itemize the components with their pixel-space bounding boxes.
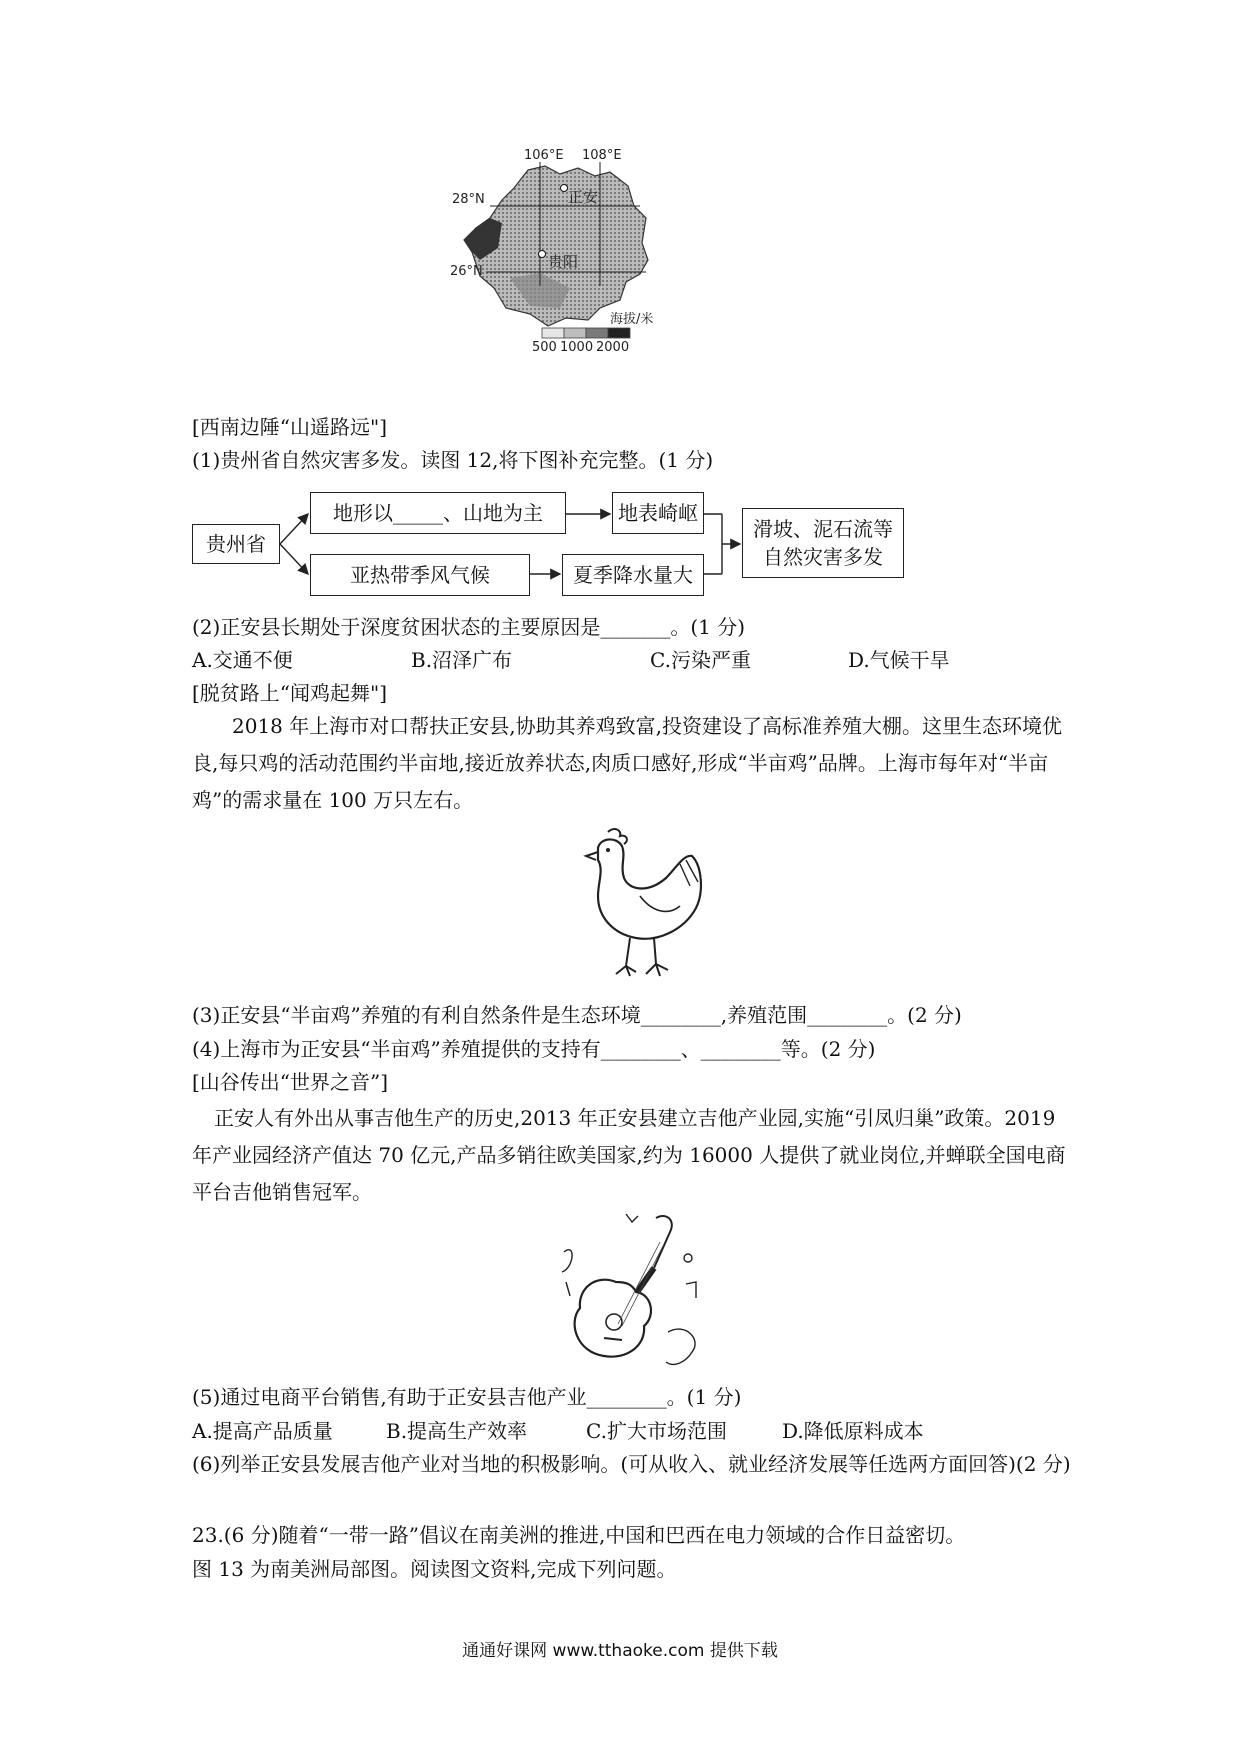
section-heading-2: [脱贫路上“闻鸡起舞"] (192, 681, 388, 705)
map-place-zhengan: 正安 (568, 188, 599, 206)
question-23-line-2: 图 13 为南美洲局部图。阅读图文资料,完成下列问题。 (192, 1557, 677, 1581)
q2-option-d: D.气候干旱 (848, 648, 950, 672)
q2-option-b: B.沼泽广布 (411, 648, 513, 672)
flow-result-line1: 滑坡、泥石流等 (753, 517, 893, 541)
chicken-drawing (580, 826, 710, 981)
flow-box-climate: 亚热带季风气候 (310, 554, 530, 596)
q5-option-b: B.提高生产效率 (386, 1419, 528, 1443)
q5-option-c: C.扩大市场范围 (586, 1419, 727, 1443)
map-lat-28: 28°N (452, 192, 485, 207)
question-4: (4)上海市为正安县“半亩鸡”养殖提供的支持有________、________等。(2 分) (192, 1037, 876, 1061)
chicken-illustration (580, 826, 710, 981)
section-heading-1: [西南边陲“山遥路远"] (192, 415, 388, 439)
guitar-illustration (556, 1212, 716, 1372)
map-legend-tick-2000: 2000 (596, 340, 630, 355)
guizhou-map (450, 148, 670, 358)
map-place-guiyang: 贵阳 (548, 253, 579, 271)
q5-option-a: A.提高产品质量 (192, 1419, 333, 1443)
map-lon-108: 108°E (582, 148, 622, 163)
map-legend-tick-500: 500 (532, 340, 557, 355)
question-2: (2)正安县长期处于深度贫困状态的主要原因是_______。(1 分) (192, 615, 746, 639)
question-5: (5)通过电商平台销售,有助于正安县吉他产业________。(1 分) (192, 1385, 742, 1409)
page-footer: 通通好课网 www.tthaoke.com 提供下载 (462, 1641, 778, 1661)
flow-box-guizhou: 贵州省 (192, 524, 280, 564)
flow-box-rain: 夏季降水量大 (562, 554, 704, 596)
question-23-line-1: 23.(6 分)随着“一带一路”倡议在南美洲的推进,中国和巴西在电力领域的合作日益密切。 (192, 1523, 966, 1547)
flow-box-terrain: 地形以_____、山地为主 (310, 492, 566, 534)
q2-option-a: A.交通不便 (192, 648, 293, 672)
flow-result-line2: 自然灾害多发 (763, 545, 883, 569)
section-heading-3: [山谷传出“世界之音”] (192, 1070, 389, 1094)
flow-box-rugged: 地表崎岖 (612, 492, 704, 534)
guitar-drawing (556, 1212, 716, 1372)
question-3: (3)正安县“半亩鸡”养殖的有利自然条件是生态环境________,养殖范围________。(2 分) (192, 1003, 962, 1027)
paragraph-guitar: 正安人有外出从事吉他生产的历史,2013 年正安县建立吉他产业园,实施“引凤归巢”政策。2019年产业园经济产值达 70 亿元,产品多销往欧美国家,约为 16000 人提供了就业岗位,并蝉联全国电商平台吉他销售冠军。 (192, 1106, 1066, 1204)
paragraph-chicken: 2018 年上海市对口帮扶正安县,协助其养鸡致富,投资建设了高标准养殖大棚。这里生态环境优良,每只鸡的活动范围约半亩地,接近放养状态,肉质口感好,形成“半亩鸡”品牌。上海市每年对“半亩鸡”的需求量在 100 万只左右。 (192, 714, 1062, 812)
map-legend-tick-1000: 1000 (560, 340, 594, 355)
question-1: (1)贵州省自然灾害多发。读图 12,将下图补充完整。(1 分) (192, 448, 714, 472)
q5-option-d: D.降低原料成本 (782, 1419, 924, 1443)
q2-option-c: C.污染严重 (650, 648, 751, 672)
question-6: (6)列举正安县发展吉他产业对当地的积极影响。(可从收入、就业经济发展等任选两方面回答)(2 分) (192, 1452, 1071, 1476)
map-lon-106: 106°E (524, 148, 564, 163)
flow-box-result (742, 508, 904, 578)
map-legend-title: 海拔/米 (610, 312, 654, 327)
flow-diagram (192, 488, 912, 598)
map-lat-26: 26°N (450, 264, 483, 279)
